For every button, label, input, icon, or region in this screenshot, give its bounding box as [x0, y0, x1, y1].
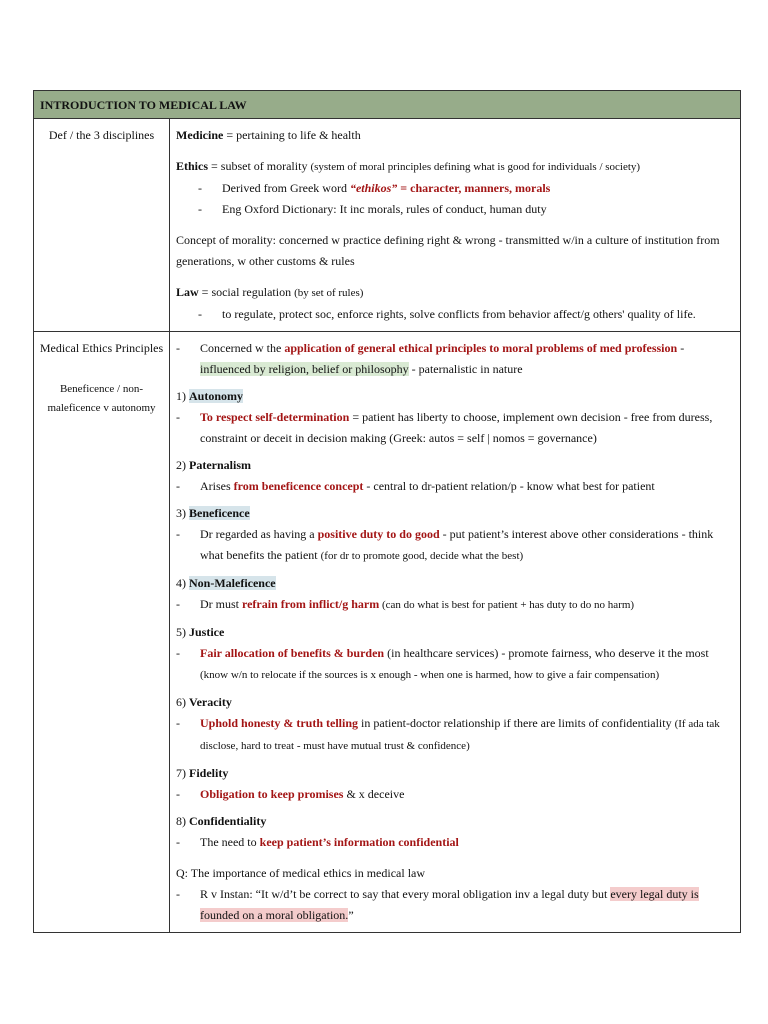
list-item: - To respect self-determination = patient has liberty to choose, implement own decision - free from duress, constraint or deceit in decision making (Greek: autos = self | nomos = governance): [176, 410, 713, 445]
principle-heading: 4) Non-Maleficence: [176, 576, 276, 590]
table-row: [34, 119, 740, 331]
quote-post: ”: [348, 908, 354, 922]
p6-red: Uphold honesty & truth telling: [200, 716, 359, 730]
principle-justice: Justice: [189, 625, 225, 639]
principle-heading: 1) Autonomy: [176, 389, 244, 403]
principle-non-maleficence: Non-Maleficence: [189, 576, 276, 590]
p2-post: - central to dr-patient relation/p - know what best for patient: [363, 479, 655, 493]
medicine-def-text: = pertaining to life & health: [223, 128, 361, 142]
intro-red: application of general ethical principles to moral problems of med profession: [284, 341, 678, 355]
list-item: - R v Instan: “It w/d’t be correct to say that every moral obligation inv a legal duty but every legal duty is founded on a moral obligation.”: [176, 887, 699, 922]
row-label-text: Def / the 3 disciplines: [48, 128, 155, 142]
intro-pre: Concerned w the: [200, 341, 285, 355]
notes-table: [33, 90, 741, 933]
p3-red: positive duty to do good: [317, 527, 440, 541]
p6-paren: (If ada tak disclose, hard to treat - must have mutual trust & confidence): [200, 718, 720, 752]
law-def-text: = social regulation: [198, 285, 295, 299]
list-item: - to regulate, protect soc, enforce rights, solve conflicts from behavior affect/g others' quality of life.: [176, 304, 732, 325]
law-def-paren: (by set of rules): [294, 287, 364, 299]
ethics-b1-post: = character, manners, morals: [397, 181, 551, 195]
row-label-text: Medical Ethics Principles: [39, 341, 164, 355]
list-item: - Dr regarded as having a positive duty to do good - put patient’s interest above other considerations - think what benefits the patient (for dr to promote good, decide what the best): [176, 527, 714, 562]
list-item: - Fair allocation of benefits & burden (in healthcare services) - promote fairness, who deserve it the most (know w/n to relocate if the sources is x enough - when one is harmed, how to give a fair compensation): [176, 646, 709, 681]
term-law: Law: [176, 285, 199, 299]
principle-heading: 2) Paternalism: [176, 458, 251, 472]
row-label-principles: [34, 332, 170, 932]
ethics-def-text: = subset of morality: [208, 159, 311, 173]
law-b1: to regulate, protect soc, enforce rights, solve conflicts from behavior affect/g others' quality of life.: [222, 307, 696, 321]
p7-post: & x deceive: [343, 787, 405, 801]
list-item: - Obligation to keep promises & x deceive: [176, 787, 405, 801]
medicine-definition: [176, 125, 732, 146]
intro-post: - paternalistic in nature: [408, 362, 523, 376]
principle-heading: 5) Justice: [176, 625, 225, 639]
law-definition: [176, 282, 732, 304]
morality-concept: Concept of morality: concerned w practice defining right & wrong - transmitted w/in a culture of institution from generations, w other customs & rules: [176, 233, 720, 268]
intro-green: influenced by religion, belief or philosophy: [200, 362, 409, 376]
p4-pre: Dr must: [200, 597, 242, 611]
table-row: [34, 331, 740, 932]
principle-veracity: Veracity: [189, 695, 232, 709]
quote-highlight: every legal duty is founded on a moral obligation.: [200, 887, 699, 922]
p4-red: refrain from inflict/g harm: [242, 597, 380, 611]
list-item: - Eng Oxford Dictionary: It inc morals, rules of conduct, human duty: [176, 199, 732, 220]
quote-pre: R v Instan: “It w/d’t be correct to say that every moral obligation inv a legal duty but: [200, 887, 611, 901]
question-heading: Q: The importance of medical ethics in medical law: [176, 866, 426, 880]
table-header: [34, 91, 740, 119]
list-item: - Derived from Greek word “ethikos” = character, manners, morals: [198, 181, 551, 195]
ethics-b1-pre: Derived from Greek word: [222, 181, 350, 195]
p5-paren: (know w/n to relocate if the sources is x enough - when one is harmed, how to give a fair compensation): [200, 669, 660, 681]
term-ethics: Ethics: [176, 159, 209, 173]
page-title: INTRODUCTION TO MEDICAL LAW: [40, 98, 247, 112]
p5-red: Fair allocation of benefits & burden: [200, 646, 385, 660]
row-label-definitions: [34, 119, 170, 331]
p1-text: = patient has liberty to choose, implement own decision - free from duress, constraint or deceit in decision making (Greek: autos = self | nomos = governance): [200, 410, 713, 445]
row-sub-label: Beneficence / non-maleficence v autonomy: [47, 383, 156, 414]
p3-paren: (for dr to promote good, decide what the best): [320, 550, 524, 562]
principle-heading: 8) Confidentiality: [176, 814, 267, 828]
p1-red: To respect self-determination: [200, 410, 350, 424]
list-item: - The need to keep patient’s information confidential: [176, 835, 459, 849]
p8-pre: The need to: [200, 835, 260, 849]
ethics-def-paren: (system of moral principles defining what is good for individuals / society): [310, 161, 641, 173]
principle-heading: 6) Veracity: [176, 695, 232, 709]
p2-red: from beneficence concept: [233, 479, 364, 493]
p4-paren: (can do what is best for patient + has duty to do no harm): [379, 599, 635, 611]
principle-confidentiality: Confidentiality: [189, 814, 267, 828]
list-item: - Concerned w the application of general ethical principles to moral problems of med profession - influenced by religion, belief or philosophy - paternalistic in nature: [176, 341, 685, 376]
ethics-b2: Eng Oxford Dictionary: It inc morals, rules of conduct, human duty: [222, 202, 547, 216]
p3-post: - put patient’s interest above other considerations - think what benefits the patient: [200, 527, 714, 562]
list-item: - Uphold honesty & truth telling in patient-doctor relationship if there are limits of confidentiality (If ada tak disclose, hard to treat - must have mutual trust & confidence): [176, 716, 720, 752]
p5-post: (in healthcare services) - promote fairness, who deserve it the most: [384, 646, 709, 660]
principle-heading: 7) Fidelity: [176, 766, 229, 780]
intro-dash: -: [677, 341, 685, 355]
list-item: - Arises from beneficence concept - central to dr-patient relation/p - know what best for patient: [176, 479, 655, 493]
p8-red: keep patient’s information confidential: [259, 835, 459, 849]
principle-fidelity: Fidelity: [189, 766, 229, 780]
ethikos-word: “ethikos”: [349, 181, 398, 195]
list-item: - Dr must refrain from inflict/g harm (can do what is best for patient + has duty to do no harm): [176, 597, 635, 611]
p2-pre: Arises: [200, 479, 234, 493]
principle-heading: 3) Beneficence: [176, 506, 250, 520]
principle-beneficence: Beneficence: [189, 506, 250, 520]
definitions-content: [170, 119, 740, 331]
term-medicine: Medicine: [176, 128, 224, 142]
p7-red: Obligation to keep promises: [200, 787, 344, 801]
p3-pre: Dr regarded as having a: [200, 527, 318, 541]
principle-autonomy: Autonomy: [189, 389, 244, 403]
principles-content: [170, 332, 740, 932]
principle-paternalism: Paternalism: [189, 458, 251, 472]
ethics-definition: [176, 156, 732, 178]
p6-post: in patient-doctor relationship if there are limits of confidentiality: [358, 716, 675, 730]
